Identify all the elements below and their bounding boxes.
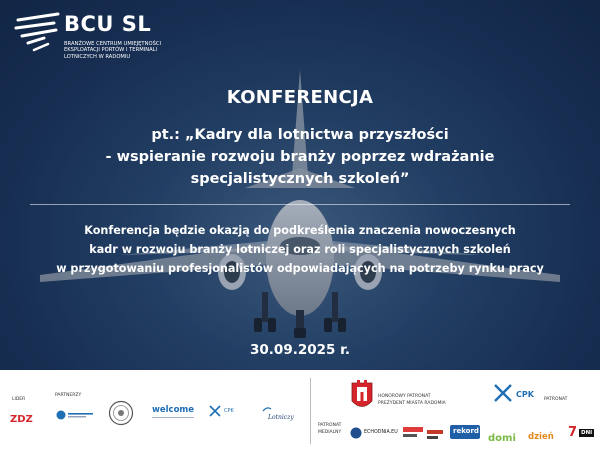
welcome-logo-text: welcome	[152, 405, 195, 415]
logo-subtitle: BRANŻOWE CENTRUM UMIEJĘTNOŚCI EKSPLOATACJI PORTÓW I TERMINALI LOTNICZYCH W RADOMIU	[64, 41, 162, 60]
description-line-3: w przygotowaniu profesjonalistów odpowiadających na potrzeby rynku pracy	[56, 262, 544, 275]
seven-dni-logo	[568, 425, 596, 443]
city-emblem-icon	[55, 408, 95, 422]
radio-kielce-logo	[426, 427, 444, 441]
welcome-underline	[152, 417, 194, 418]
topic-line-1: pt.: „Kadry dla lotnictwa przyszłości	[151, 127, 449, 143]
radio-kielce-icon	[426, 428, 444, 442]
honorary-label-1: HONOROWY PATRONAT	[378, 394, 431, 399]
logo-title: BCU SL	[64, 12, 152, 36]
rekord-logo	[450, 425, 480, 439]
media-label-2: MEDIALNY	[318, 430, 342, 435]
radom-coat-of-arms	[350, 377, 374, 413]
cpk-small-icon	[208, 404, 222, 418]
welcome-logo	[152, 405, 196, 423]
coat-of-arms-icon	[350, 377, 374, 413]
seal-icon	[108, 400, 134, 426]
media-label-1: PATRONAT	[318, 423, 342, 428]
honorary-label-2: PREZYDENT MIASTA RADOMIA	[378, 401, 446, 406]
lider-label: LIDER	[12, 397, 26, 402]
cpk-big-icon	[492, 382, 514, 404]
conference-topic	[0, 124, 600, 190]
partners-label: PARTNERZY	[55, 393, 82, 398]
description-line-2: kadr w rozwoju branży lotniczej oraz roli specjalistycznych szkoleń	[89, 243, 511, 256]
topic-line-3: specjalistycznych szkoleń”	[190, 171, 410, 187]
city-partner-logo	[55, 407, 95, 421]
dzien-text: dzień	[528, 432, 554, 442]
bcu-sl-logo	[14, 10, 174, 66]
conference-date: 30.09.2025 r.	[250, 342, 350, 358]
topic-line-2: - wspieranie rozwoju branży poprzez wdrażanie	[105, 149, 495, 165]
seven-text: 7	[568, 425, 578, 440]
lotnicze-logo	[262, 405, 302, 423]
dzien-logo	[528, 424, 562, 442]
university-seal-logo	[108, 400, 134, 426]
cpk-big-text: CPK	[516, 390, 534, 399]
conference-description	[0, 221, 600, 278]
dni-text: DNI	[581, 430, 593, 436]
zdz-logo-text: ZDZ	[10, 414, 33, 425]
echodnia-logo	[350, 427, 400, 441]
footer-separator	[310, 378, 311, 444]
patronat-label: PATRONAT	[544, 397, 568, 402]
description-line-1: Konferencja będzie okazją do podkreślenia znaczenia nowoczesnych	[84, 224, 516, 237]
domi-logo	[488, 426, 520, 442]
conference-heading: KONFERENCJA	[226, 87, 374, 108]
domi-text: domi	[488, 433, 516, 444]
echodnia-text: ECHODNIA.EU	[364, 430, 398, 435]
echo-circle-icon	[350, 427, 362, 439]
cpk-small-text: CPK	[224, 408, 234, 414]
divider	[30, 204, 570, 205]
cpk-big-logo	[492, 382, 540, 406]
rekord-text: rekord	[453, 427, 479, 435]
lotnicze-text: Lotniczy	[268, 414, 294, 421]
wing-lines-icon	[14, 10, 62, 56]
radio-plus-logo	[402, 425, 424, 441]
cpk-small-logo	[208, 404, 240, 420]
zdz-logo	[10, 407, 40, 425]
radio-plus-icon	[402, 425, 424, 441]
